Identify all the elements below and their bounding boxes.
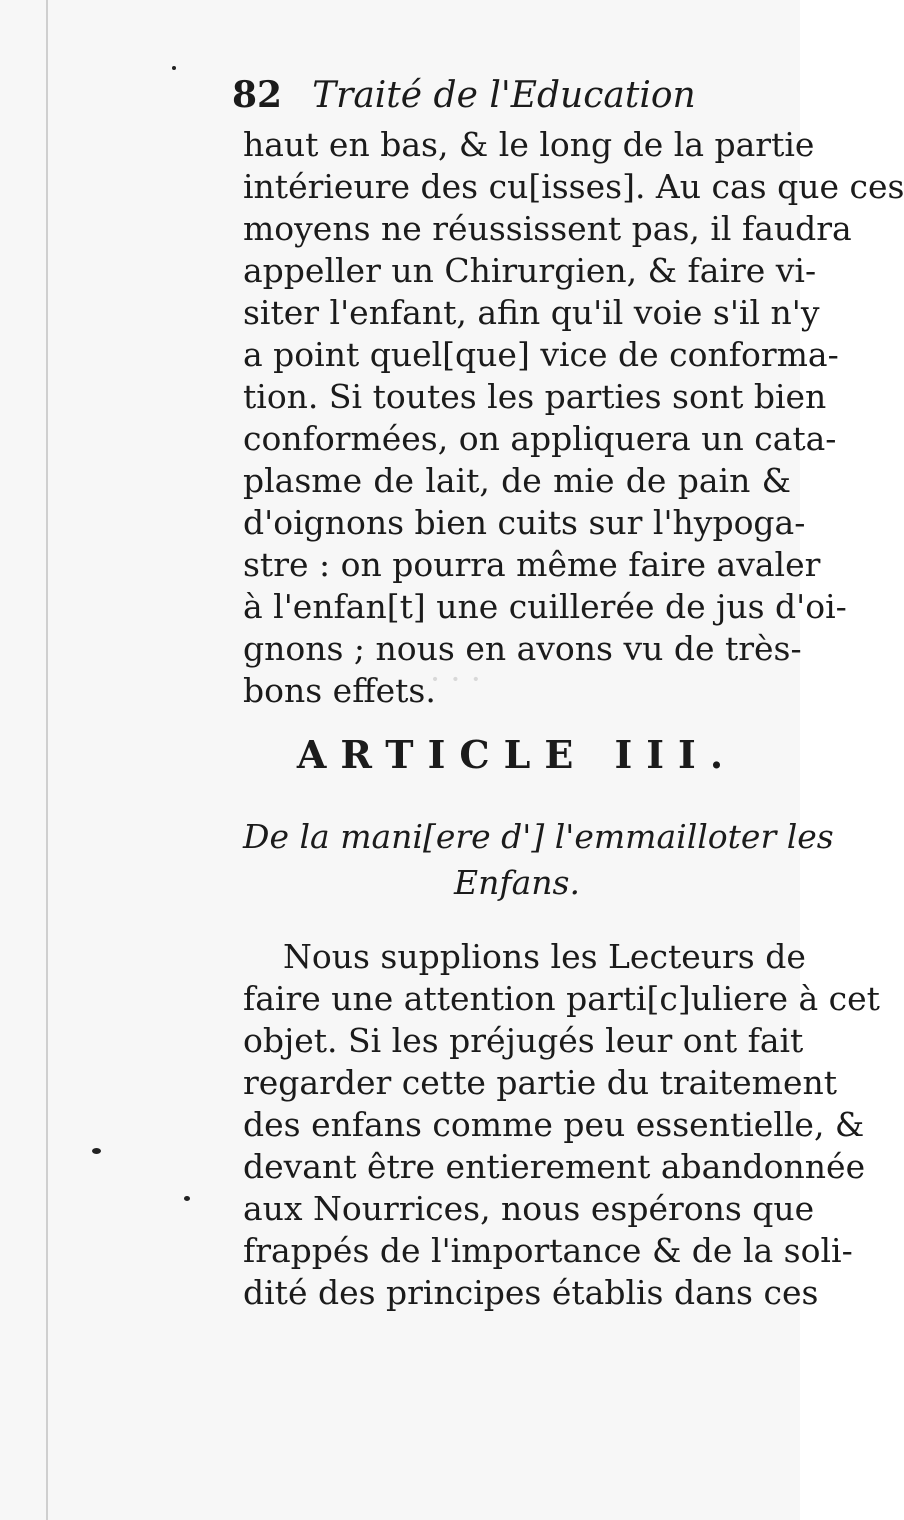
text-line: regarder cette partie du traitement: [243, 1063, 838, 1102]
text-line: siter l'enfant, afin qu'il voie s'il n'y: [243, 293, 820, 332]
section-subtitle: [243, 814, 834, 906]
text-line: conformées, on appliquera un cata-: [243, 419, 837, 458]
text-line: frappés de l'importance & de la soli-: [243, 1231, 853, 1270]
show-through-text: · · ·: [430, 660, 481, 698]
ink-speck: [184, 1196, 190, 1201]
text-line: devant être entierement abandonnée: [243, 1147, 866, 1186]
running-title: Traité de l'Education: [312, 75, 696, 116]
text-line: objet. Si les préjugés leur ont fait: [243, 1021, 804, 1060]
text-line: bons effets.: [243, 671, 436, 710]
page-number: 82: [232, 74, 283, 116]
article-heading: ARTICLE III.: [296, 732, 738, 777]
text-line: a point quel[que] vice de conforma-: [243, 335, 839, 374]
ink-speck: [172, 66, 176, 70]
text-line: à l'enfan[t] une cuillerée de jus d'oi-: [243, 587, 847, 626]
text-line: appeller un Chirurgien, & faire vi-: [243, 251, 817, 290]
text-line: haut en bas, & le long de la partie: [243, 125, 815, 164]
text-line: tion. Si toutes les parties sont bien: [243, 377, 827, 416]
text-line: d'oignons bien cuits sur l'hypoga-: [243, 503, 806, 542]
page-edge: [46, 0, 48, 1520]
subtitle-line: De la mani[ere d'] l'emmailloter les: [243, 817, 834, 856]
running-header: [232, 70, 792, 120]
text-line: des enfans comme peu essentielle, &: [243, 1105, 865, 1144]
subtitle-line: Enfans.: [454, 863, 580, 902]
text-line: moyens ne réussissent pas, il faudra: [243, 209, 852, 248]
ink-speck: [92, 1148, 101, 1154]
text-line: dité des principes établis dans ces: [243, 1273, 819, 1312]
text-line: faire une attention parti[c]uliere à cet: [243, 979, 880, 1018]
text-line: gnons ; nous en avons vu de très-: [243, 629, 802, 668]
text-line: plasme de lait, de mie de pain &: [243, 461, 791, 500]
paragraph-1: [243, 124, 904, 712]
text-line: aux Nourrices, nous espérons que: [243, 1189, 815, 1228]
text-line: Nous supplions les Lecteurs de: [283, 937, 806, 976]
text-line: stre : on pourra même faire avaler: [243, 545, 821, 584]
paragraph-2: [243, 936, 880, 1314]
text-line: intérieure des cu[isses]. Au cas que ces: [243, 167, 904, 206]
